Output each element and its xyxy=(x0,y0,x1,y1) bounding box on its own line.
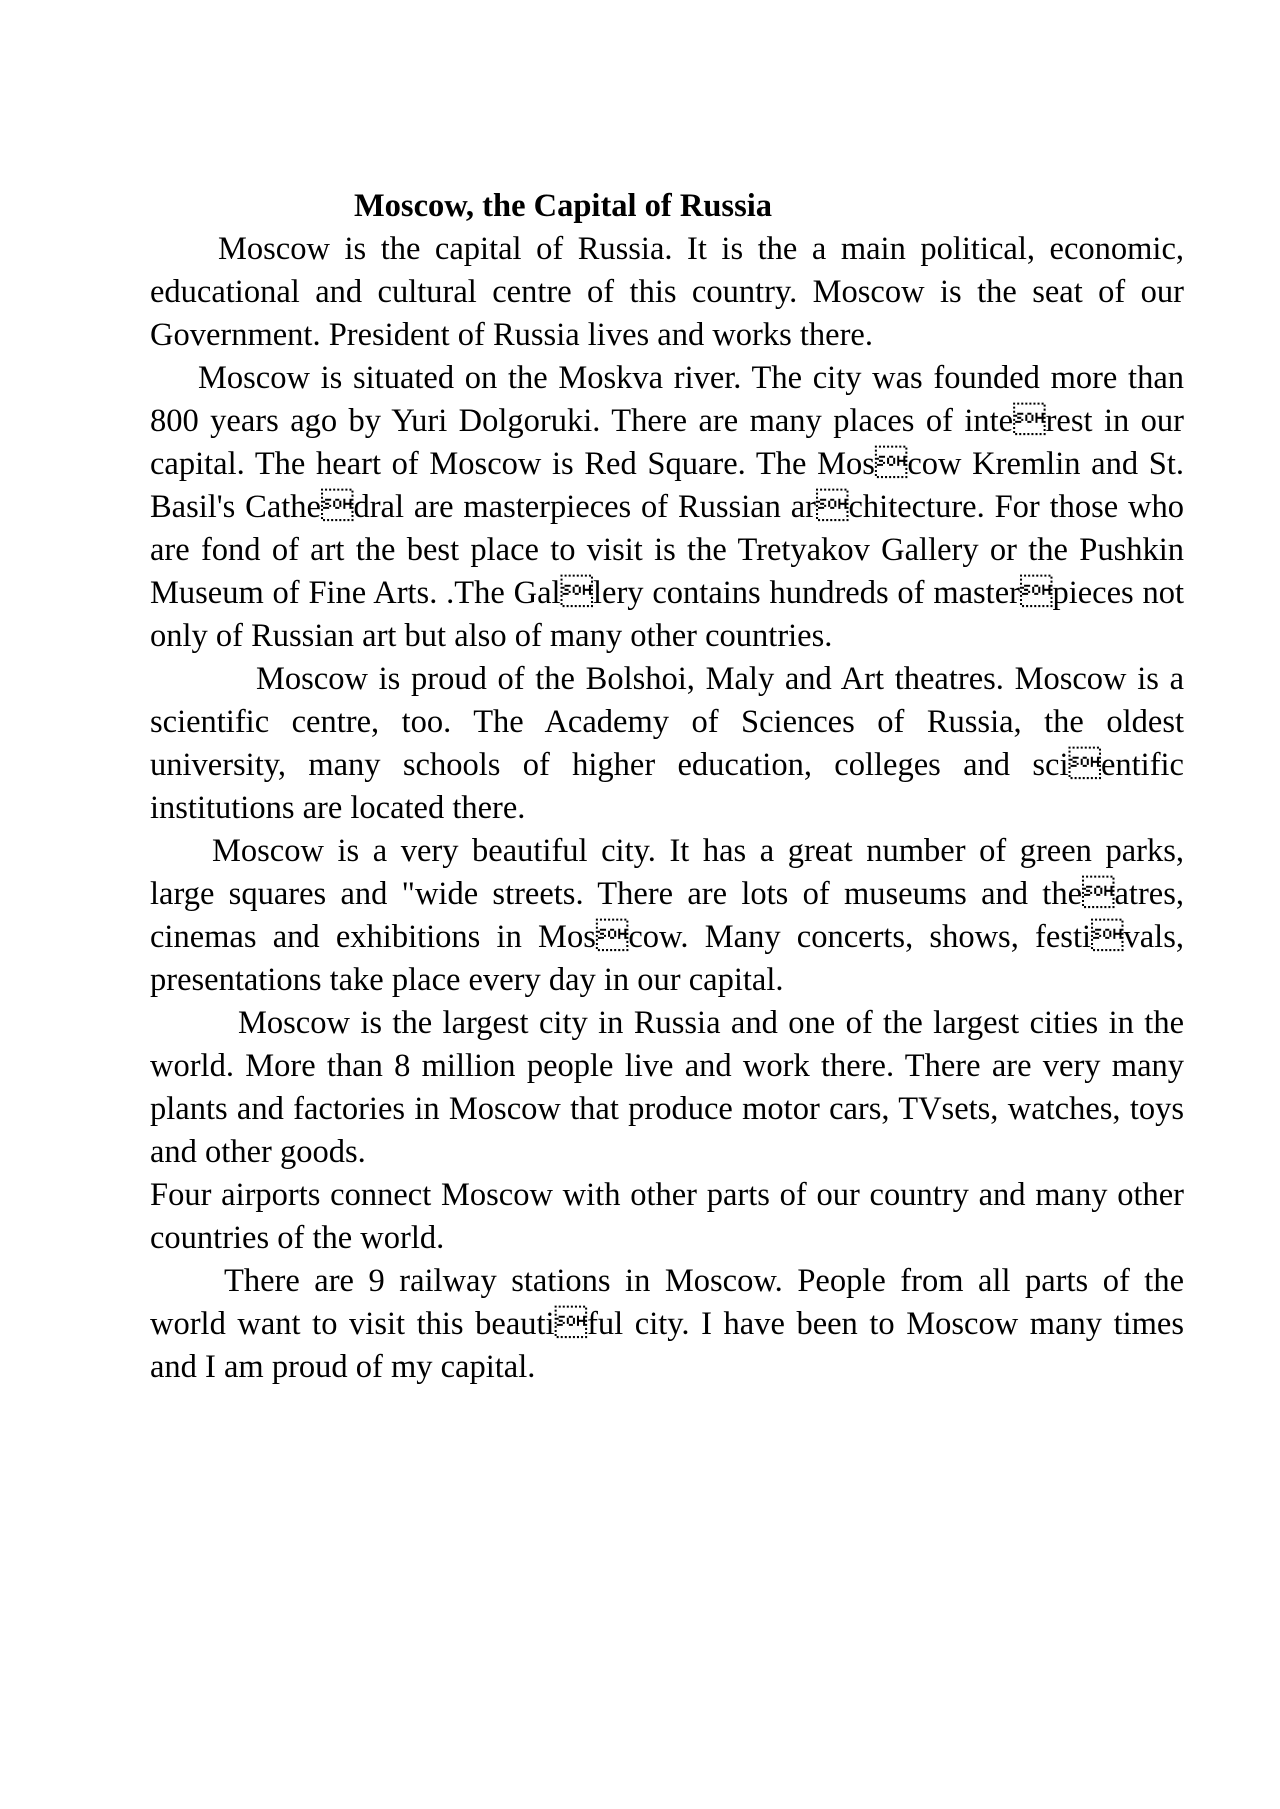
paragraph-theatres-science: Moscow is proud of the Bolshoi, Maly and Art theatres. Moscow is a scientific centre, too. The Academy of Sciences of Russia, the oldest university, many schools of higher education, colleges and scientific institutions are located there. xyxy=(150,661,1184,826)
paragraph-largest-city: Moscow is the largest city in Russia and one of the largest cities in the world. More than 8 million people live and work there. There are very many plants and factories in Moscow that produce motor cars, TVsets, watches, toys and other goods. xyxy=(150,1005,1184,1170)
document-title: Moscow, the Capital of Russia xyxy=(354,188,772,224)
paragraph-capital-intro: Moscow is the capital of Russia. It is the a main political, economic, educational and cultural centre of this country. Moscow is the seat of our Government. President of Russia lives and works there. xyxy=(150,231,1184,353)
paragraph-beautiful-city: Moscow is a very beautiful city. It has a great number of green parks, large squares and "wide streets. There are lots of museums and theatres, cinemas and exhibitions in Moscow. Many concerts, shows, festivals, presentations take place every day in our capital. xyxy=(150,833,1184,998)
paragraph-railway-stations: There are 9 railway stations in Moscow. People from all parts of the world want to visit this beautiful city. I have been to Moscow many times and I am proud of my capital. xyxy=(150,1263,1184,1385)
paragraph-airports: Four airports connect Moscow with other parts of our country and many other countries of the world. xyxy=(150,1177,1184,1256)
paragraph-history-sights: Moscow is situated on the Moskva river. The city was founded more than 800 years ago by Yuri Dolgoruki. There are many places of interest in our capital. The heart of Moscow is Red Square. The Moscow Kremlin and St. Basil's Cathedral are masterpieces of Russian architecture. For those who are fond of art the best place to visit is the Tretyakov Gallery or the Pushkin Museum of Fine Arts. .The Gallery contains hundreds of masterpieces not only of Russian art but also of many other countries. xyxy=(150,360,1184,654)
document-body xyxy=(150,185,1184,1389)
